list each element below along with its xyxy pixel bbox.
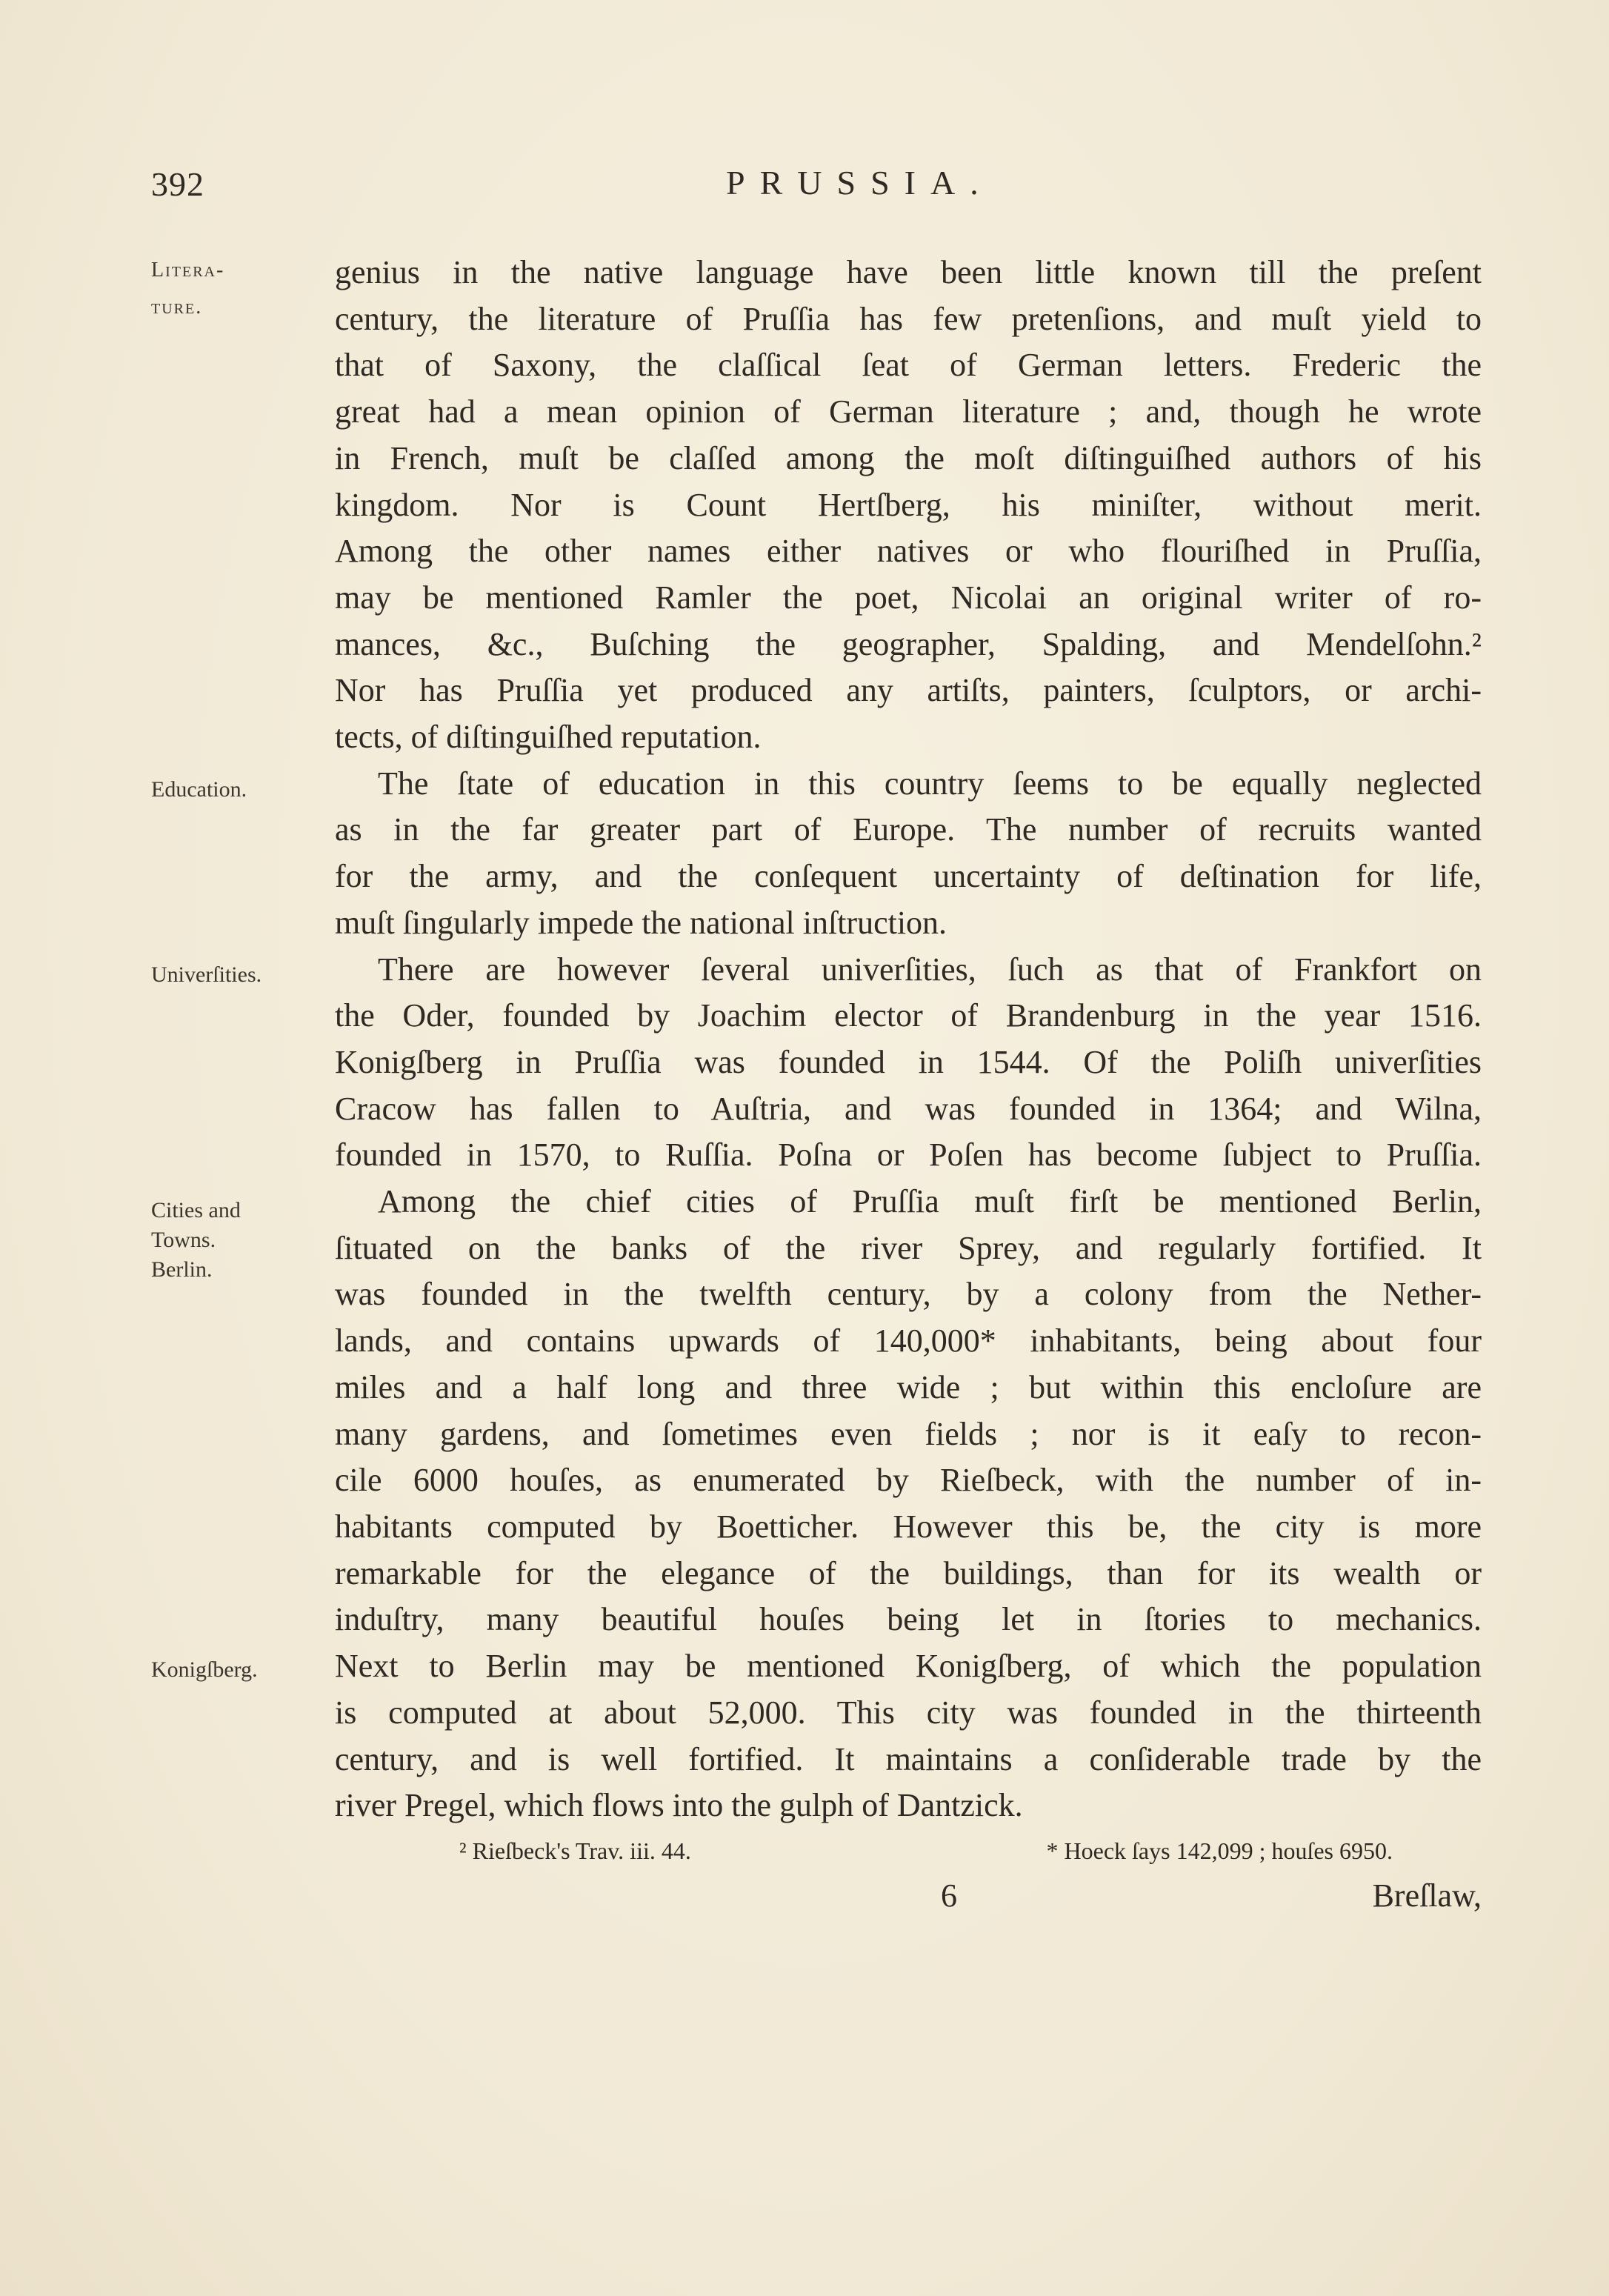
body-text — [335, 250, 1482, 1829]
text-line: in French, muſt be claſſed among the moſt diſtinguiſhed authors of his — [335, 439, 1482, 476]
text-line: tects, of diſtinguiſhed reputation. — [335, 719, 762, 756]
text-line: is computed at about 52,000. This city was founded in the thirteenth — [335, 1694, 1482, 1731]
margin-note-literature: Litera- ture. — [151, 259, 225, 319]
text-line: that of Saxony, the claſſical ſeat of German letters. Frederic the — [335, 347, 1482, 384]
text-line: There are however ſeveral univerſities, ſuch as that of Frankfort on — [378, 951, 1482, 988]
text-line: century, the literature of Pruſſia has few pretenſions, and muſt yield to — [335, 300, 1482, 337]
text-line: as in the far greater part of Europe. The number of recruits wanted — [335, 811, 1482, 848]
text-line: lands, and contains upwards of 140,000* inhabitants, being about four — [335, 1322, 1482, 1360]
page-number: 392 — [151, 165, 204, 203]
text-line: The ſtate of education in this country ſeems to be equally neglected — [378, 765, 1482, 802]
text-line: Among the chief cities of Pruſſia muſt firſt be mentioned Berlin, — [378, 1183, 1482, 1220]
margin-note-cities-towns-berlin: Cities and Towns. Berlin. — [151, 1198, 241, 1282]
margin-note-konigsberg: Konigſberg. — [151, 1657, 258, 1682]
text-line: Konigſberg in Pruſſia was founded in 1544. Of the Poliſh univerſities — [335, 1043, 1482, 1080]
text-line: river Pregel, which flows into the gulph of Dantzick. — [335, 1787, 1023, 1824]
text-line: the Oder, founded by Joachim elector of Brandenburg in the year 1516. — [335, 997, 1482, 1034]
text-line: muſt ſingularly impede the national inſtruction. — [335, 904, 947, 941]
text-line: miles and a half long and three wide ; but within this encloſure are — [335, 1368, 1482, 1405]
text-line: founded in 1570, to Ruſſia. Poſna or Poſen has become ſubject to Pruſſia. — [335, 1137, 1482, 1174]
running-head: PRUSSIA. — [726, 164, 993, 202]
text-line: great had a mean opinion of German literature ; and, though he wrote — [335, 393, 1482, 430]
footnotes — [459, 1836, 1393, 1866]
text-line: Cracow has fallen to Auſtria, and was founded in 1364; and Wilna, — [335, 1090, 1482, 1127]
text-line: many gardens, and ſometimes even fields ; nor is it eaſy to recon- — [335, 1415, 1482, 1452]
text-line: genius in the native language have been little known till the preſent — [335, 254, 1482, 290]
text-line: century, and is well fortified. It maintains a conſiderable trade by the — [335, 1740, 1482, 1777]
text-line: may be mentioned Ramler the poet, Nicolai an original writer of ro- — [335, 579, 1482, 616]
catchword-row — [941, 1877, 1482, 1914]
margin-note-universities: Univerſities. — [151, 962, 262, 987]
text-line: Next to Berlin may be mentioned Konigſberg, of which the population — [335, 1648, 1482, 1685]
margin-note-education: Education. — [151, 777, 247, 802]
signature-mark: 6 — [941, 1877, 957, 1914]
text-line: Nor has Pruſſia yet produced any artiſts, painters, ſculptors, or archi- — [335, 672, 1482, 709]
text-line: remarkable for the elegance of the buildings, than for its wealth or — [335, 1554, 1482, 1591]
catchword: Breſlaw, — [1372, 1877, 1482, 1914]
text-line: ſituated on the banks of the river Sprey, and regularly fortified. It — [335, 1229, 1482, 1266]
text-line: cile 6000 houſes, as enumerated by Rieſbeck, with the number of in- — [335, 1462, 1482, 1499]
text-line: induſtry, many beautiful houſes being let in ſtories to mechanics. — [335, 1601, 1482, 1638]
text-line: kingdom. Nor is Count Hertſberg, his miniſter, without merit. — [335, 486, 1482, 523]
footnote-hoeck: * Hoeck ſays 142,099 ; houſes 6950. — [1046, 1837, 1393, 1864]
text-line: habitants computed by Boetticher. However this be, the city is more — [335, 1508, 1482, 1545]
text-line: mances, &c., Buſching the geographer, Spalding, and Mendelſohn.² — [335, 625, 1482, 662]
text-line: Among the other names either natives or who flouriſhed in Pruſſia, — [335, 533, 1482, 570]
footnote-riesbeck: ² Rieſbeck's Trav. iii. 44. — [459, 1837, 691, 1864]
text-line: for the army, and the conſequent uncertainty of deſtination for life, — [335, 858, 1482, 895]
text-line: was founded in the twelfth century, by a colony from the Nether- — [335, 1276, 1482, 1313]
